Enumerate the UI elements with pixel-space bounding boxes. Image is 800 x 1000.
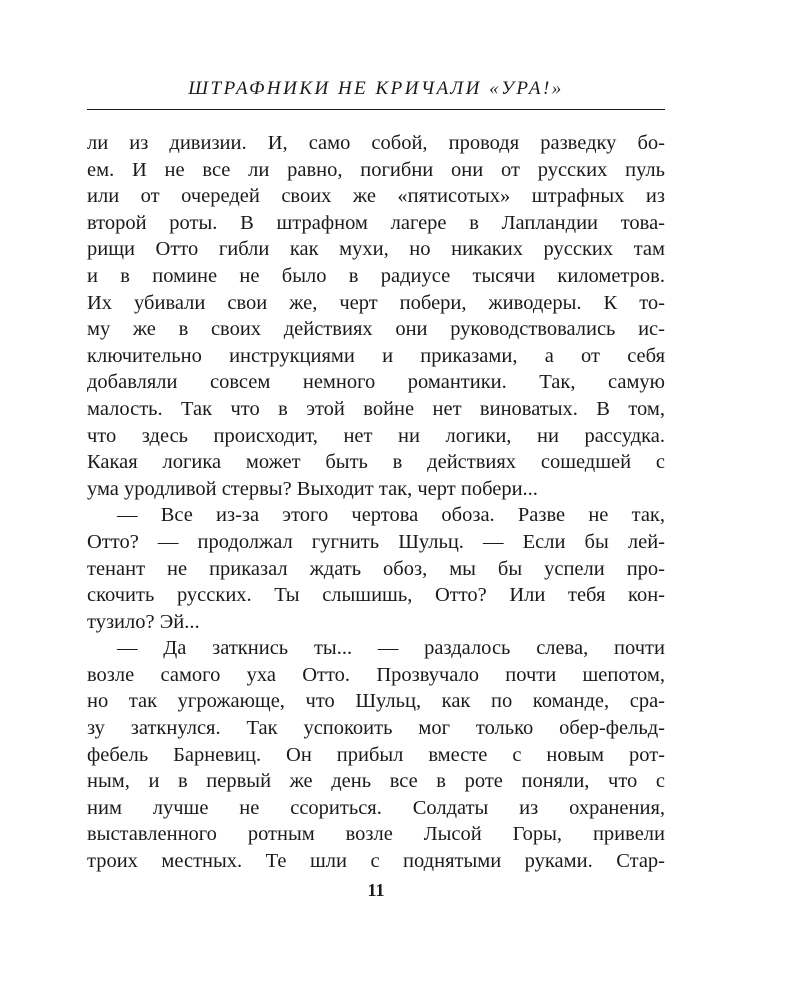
text-line: троих местных. Те шли с поднятыми руками. Стар-: [87, 850, 665, 873]
text-line: выставленного ротным возле Лысой Горы, привели: [87, 823, 665, 846]
text-line: и в помине не было в радиусе тысячи километров.: [87, 264, 665, 287]
text-line: ума уродливой стервы? Выходит так, черт побери...: [87, 477, 538, 500]
text-line: зу заткнулся. Так успокоить мог только обер-фельд-: [87, 717, 665, 740]
text-line: — Все из-за этого чертова обоза. Разве не так,: [117, 504, 665, 527]
text-line: — Да заткнись ты... — раздалось слева, почти: [117, 637, 665, 660]
text-line: но так угрожающе, что Шульц, как по команде, сра-: [87, 690, 665, 713]
text-line: ключительно инструкциями и приказами, а от себя: [87, 344, 665, 367]
page-number: 11: [367, 880, 385, 900]
text-line: тузило? Эй...: [87, 610, 200, 633]
text-line: или от очередей своих же «пятисотых» штрафных из: [87, 185, 665, 208]
header-rule: [87, 109, 665, 110]
text-line: что здесь происходит, нет ни логики, ни рассудка.: [87, 424, 665, 447]
text-line: ем. И не все ли равно, погибни они от русских пуль: [87, 158, 665, 181]
text-line: ным, и в первый же день все в роте поняли, что с: [87, 770, 665, 793]
text-line: рищи Отто гибли как мухи, но никаких русских там: [87, 238, 665, 261]
text-line: второй роты. В штрафном лагере в Лапландии това-: [87, 211, 665, 234]
text-line: му же в своих действиях они руководствовались ис-: [87, 318, 665, 341]
running-head: ШТРАФНИКИ НЕ КРИЧАЛИ «УРА!»: [188, 78, 564, 99]
body-text: [87, 130, 665, 875]
text-line: фебель Барневиц. Он прибыл вместе с новым рот-: [87, 743, 665, 766]
text-line: Какая логика может быть в действиях сошедшей с: [87, 451, 665, 474]
text-line: скочить русских. Ты слышишь, Отто? Или тебя кон-: [87, 584, 665, 607]
text-line: ли из дивизии. И, само собой, проводя разведку бо-: [87, 132, 665, 154]
text-line: ним лучше не ссориться. Солдаты из охранения,: [87, 796, 665, 819]
text-line: Их убивали свои же, черт побери, живодеры. К то-: [87, 291, 665, 314]
text-line: тенант не приказал ждать обоз, мы бы успели про-: [87, 557, 665, 580]
text-line: Отто? — продолжал гугнить Шульц. — Если бы лей-: [87, 530, 665, 553]
text-line: малость. Так что в этой войне нет виноватых. В том,: [87, 397, 665, 420]
text-line: добавляли совсем немного романтики. Так, самую: [87, 371, 665, 394]
text-line: возле самого уха Отто. Прозвучало почти шепотом,: [87, 663, 665, 686]
